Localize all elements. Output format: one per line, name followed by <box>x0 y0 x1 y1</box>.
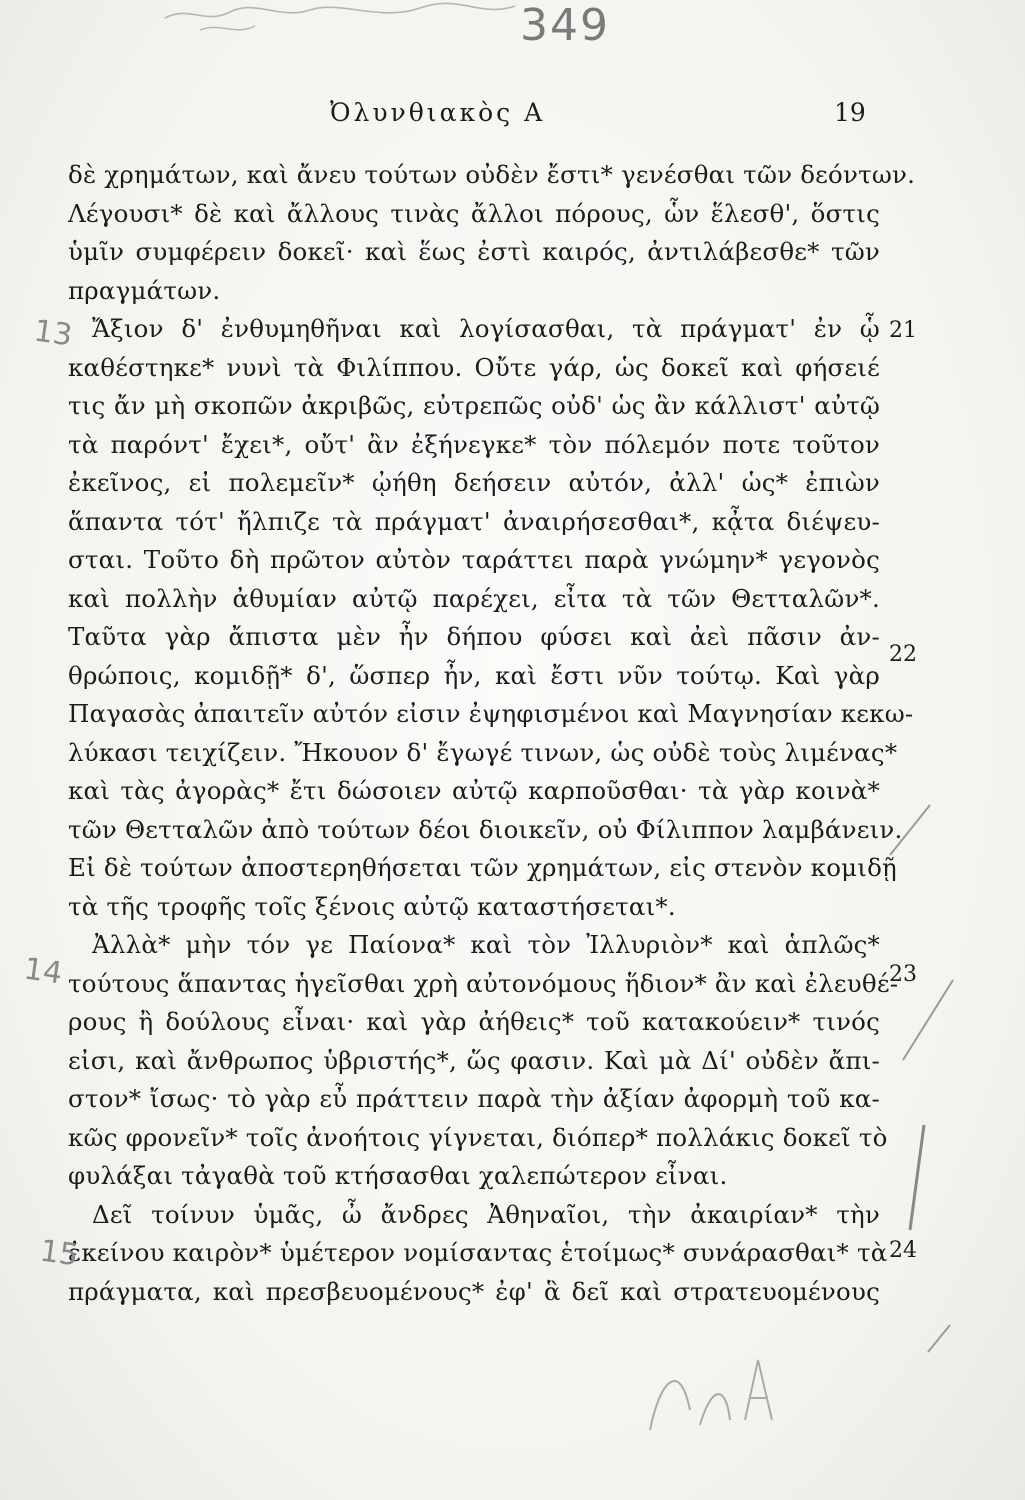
text-line: πραγμάτων. <box>68 275 221 305</box>
text-line: τὰ τῆς τροφῆς τοῖς ξένοις αὐτῷ καταστήσεται*. <box>68 891 676 921</box>
text-line: θρώποις, κομιδῇ* δ', ὥσπερ ἦν, καὶ ἔστι νῦν τούτῳ. Καὶ γὰρ <box>68 660 880 690</box>
text-line: Ἀλλὰ* μὴν τόν γε Παίονα* καὶ τὸν Ἰλλυριὸν* καὶ ἁπλῶς* <box>92 930 880 959</box>
text-line: τούτους ἅπαντας ἡγεῖσθαι χρὴ αὐτονόμους ἥδιον* ἂν καὶ ἐλευθέ- <box>68 968 899 998</box>
page-number: 19 <box>834 98 866 127</box>
text-line: σται. Τοῦτο δὴ πρῶτον αὐτὸν ταράττει παρὰ γνώμην* γεγονὸς <box>68 545 880 574</box>
section-number-22: 22 <box>889 642 917 667</box>
text-line: τὰ παρόντ' ἔχει*, οὔτ' ἂν ἐξήνεγκε* τὸν πόλεμόν ποτε τοῦτον <box>68 429 880 459</box>
text-line: εἰσι, καὶ ἄνθρωπος ὑβριστής*, ὥς φασιν. Καὶ μὰ Δί' οὐδὲν ἄπι- <box>68 1045 880 1075</box>
text-line: ὑμῖν συμφέρειν δοκεῖ· καὶ ἕως ἐστὶ καιρός, ἀντιλάβεσθε* τῶν <box>68 237 880 266</box>
text-line: ἅπαντα τότ' ἤλπιζε τὰ πράγματ' ἀναιρήσεσθαι*, κᾆτα διέψευ- <box>68 506 880 536</box>
section-number-23: 23 <box>889 962 917 987</box>
text-line: καὶ πολλὴν ἀθυμίαν αὐτῷ παρέχει, εἶτα τὰ τῶν Θετταλῶν*. <box>68 583 880 613</box>
text-line: λύκασι τειχίζειν. Ἤκουον δ' ἔγωγέ τινων, ὡς οὐδὲ τοὺς λιμένας* <box>68 737 898 767</box>
pencil-folio-number: 349 <box>520 0 610 51</box>
pencil-mark-15: 15 <box>37 1233 81 1274</box>
text-line: στον* ἴσως· τὸ γὰρ εὖ πράττειν παρὰ τὴν ἀξίαν ἀφορμὴ τοῦ κα- <box>68 1084 880 1113</box>
running-title: Ὀλυνθιακὸς Α <box>330 98 546 127</box>
text-line: Παγασὰς ἀπαιτεῖν αὐτόν εἰσιν ἐψηφισμένοι καὶ Μαγνησίαν κεκω- <box>68 699 914 728</box>
pencil-stroke-mark <box>920 1320 960 1360</box>
text-line: ἐκείνου καιρὸν* ὑμέτερον νομίσαντας ἑτοίμως* συνάρασθαι* τὰ <box>68 1238 888 1267</box>
text-line: ρους ἢ δούλους εἶναι· καὶ γὰρ ἀήθεις* τοῦ κατακούειν* τινός <box>68 1007 880 1036</box>
text-line: Λέγουσι* δὲ καὶ ἄλλους τινὰς ἄλλοι πόρους, ὧν ἕλεσθ', ὅστις <box>68 198 880 228</box>
pencil-scribble-top <box>160 0 520 40</box>
text-line: φυλάξαι τἀγαθὰ τοῦ κτήσασθαι χαλεπώτερον εἶναι. <box>68 1161 728 1190</box>
pencil-annotation-a <box>640 1340 780 1440</box>
section-number-21: 21 <box>889 318 917 343</box>
pencil-mark-14: 14 <box>21 951 65 992</box>
text-line: ἐκεῖνος, εἰ πολεμεῖν* ᾠήθη δεήσειν αὐτόν, ἀλλ' ὡς* ἐπιὼν <box>68 468 880 497</box>
text-line: κῶς φρονεῖν* τοῖς ἀνοήτοις γίγνεται, διόπερ* πολλάκις δοκεῖ τὸ <box>68 1122 888 1152</box>
text-line: καὶ τὰς ἀγορὰς* ἔτι δώσοιεν αὐτῷ καρποῦσθαι· τὰ γὰρ κοινὰ* <box>68 776 880 805</box>
text-line: τις ἄν μὴ σκοπῶν ἀκριβῶς, εὐτρεπῶς οὐδ' ὡς ἂν κάλλιστ' αὐτῷ <box>68 391 880 420</box>
text-line: τῶν Θετταλῶν ἀπὸ τούτων δέοι διοικεῖν, οὐ Φίλιππον λαμβάνειν. <box>68 814 903 844</box>
text-line: Εἰ δὲ τούτων ἀποστερηθήσεται τῶν χρημάτων, εἰς στενὸν κομιδῇ <box>68 853 897 882</box>
text-line: Δεῖ τοίνυν ὑμᾶς, ὦ ἄνδρες Ἀθηναῖοι, τὴν ἀκαιρίαν* τὴν <box>92 1199 880 1229</box>
pencil-stroke-mark <box>880 800 940 860</box>
text-line: Ταῦτα γὰρ ἄπιστα μὲν ἦν δήπου φύσει καὶ ἀεὶ πᾶσιν ἀν- <box>68 622 880 651</box>
text-line: πράγματα, καὶ πρεσβευομένους* ἐφ' ἃ δεῖ καὶ στρατευομένους <box>68 1276 880 1306</box>
pencil-mark-13: 13 <box>31 313 75 354</box>
section-number-24: 24 <box>889 1238 917 1263</box>
pencil-stroke-mark <box>900 1120 930 1240</box>
text-line: καθέστηκε* νυνὶ τὰ Φιλίππου. Οὔτε γάρ, ὡς δοκεῖ καὶ φήσειέ <box>68 352 880 382</box>
text-line: δὲ χρημάτων, καὶ ἄνευ τούτων οὐδὲν ἔστι* γενέσθαι τῶν δεόντων. <box>68 160 916 189</box>
pencil-stroke-mark <box>898 975 958 1065</box>
text-line: Ἄξιον δ' ἐνθυμηθῆναι καὶ λογίσασθαι, τὰ πράγματ' ἐν ᾧ <box>92 314 880 343</box>
